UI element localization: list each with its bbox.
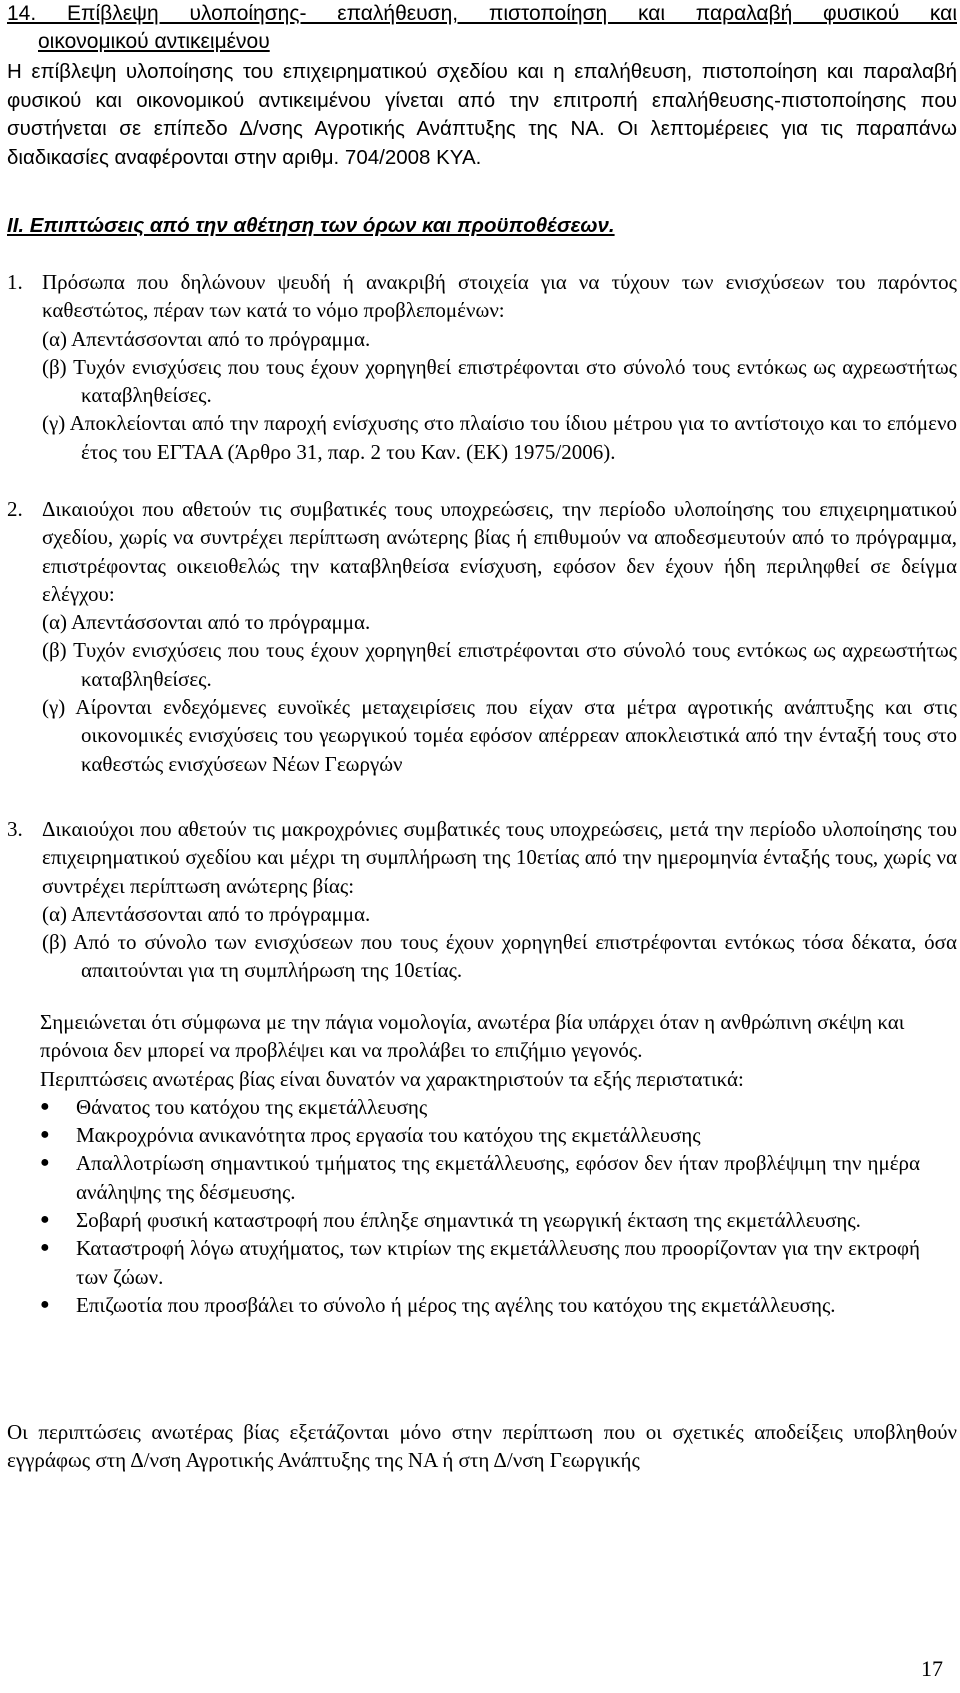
item-1-number: 1. (7, 270, 23, 294)
force-majeure-list (40, 1093, 920, 1319)
item-2-text: Δικαιούχοι που αθετούν τις συμβατικές τους υποχρεώσεις, την περίοδο υλοποίησης του επιχειρηματικού σχεδίου, χωρίς να συντρέχει περίπτωση ανώτερης βίας ή επιθυμούν να αποδεσμευτούν από το πρόγραμμα, επιστρέφοντας οικειοθελώς την καταβληθείσα ενίσχυση, εφόσον δεν έχουν ήδη περιληφθεί σε δείγμα ελέγχου: (42, 497, 957, 606)
item-1-sub-c: (γ) Αποκλείονται από την παροχή ενίσχυσης στο πλαίσιο του ίδιου μέτρου για το αντίστοιχο και το επόμενο έτος του ΕΓΤΑΑ (Άρθρο 31, παρ. 2 του Καν. (ΕΚ) 1975/2006). (42, 411, 957, 464)
item-1-sub-b: (β) Τυχόν ενισχύσεις που τους έχουν χορηγηθεί επιστρέφονται στο σύνολό τους εντόκως ως αχρεωστήτως καταβληθείσες. (42, 354, 957, 408)
item-3-sub-b: (β) Από το σύνολο των ενισχύσεων που τους έχουν χορηγηθεί επιστρέφονται εντόκως τόσα δέκατα, όσα απαιτούνται για τη συμπλήρωση της 10ετίας. (42, 930, 957, 983)
section-heading-line-2: οικονομικού αντικειμένου (38, 30, 270, 54)
intro-paragraph: Η επίβλεψη υλοποίησης του επιχειρηματικού σχεδίου και η επαλήθευση, πιστοποίηση και παραλαβή φυσικού και οικονομικού αντικειμένου γίνεται από την επιτροπή επαλήθευσης-πιστοποίησης που συστήνεται σε επίπεδο Δ/νσης Αγροτικής Ανάπτυξης της ΝΑ. Οι λεπτομέρειες για τις παραπάνω διαδικασίες αναφέρονται στην αριθμ. 704/2008 ΚΥΑ. (7, 60, 957, 169)
item-2 (7, 495, 957, 778)
item-2-number: 2. (7, 497, 23, 521)
item-2-sub-c: (γ) Αίρονται ενδεχόμενες ευνοϊκές μεταχειρίσεις που είχαν στα μέτρα αγροτικής ανάπτυξης και στις οικονομικές ενισχύσεις του γεωργικού τομέα εφόσον απέρρεαν αποκλειστικά από την ένταξή τους στο καθεστώς ενισχύσεων Νέων Γεωργών (42, 695, 957, 776)
page-number: 17 (921, 1656, 943, 1681)
item-3-text: Δικαιούχοι που αθετούν τις μακροχρόνιες συμβατικές τους υποχρεώσεις, μετά την περίοδο υλοποίησης του επιχειρηματικού σχεδίου και μέχρι τη συμπλήρωση της 10ετίας από την ημερομηνία ένταξής τους, χωρίς να συντρέχει περίπτωση ανώτερης βίας: (42, 817, 957, 898)
item-2-sub-a: (α) Απεντάσσονται από το πρόγραμμα. (42, 610, 371, 635)
item-2-sub-b: (β) Τυχόν ενισχύσεις που τους έχουν χορηγηθεί επιστρέφονται στο σύνολό τους εντόκως ως αχρεωστήτως καταβληθείσες. (42, 638, 957, 691)
item-1 (7, 268, 957, 466)
item-3 (7, 815, 957, 985)
section-heading (7, 0, 957, 57)
list-item: ● Απαλλοτρίωση σημαντικού τμήματος της εκμετάλλευσης, εφόσον δεν ήταν προβλέψιμη την ημέρα ανάληψης της δέσμευσης. (40, 1149, 920, 1206)
list-item: ● Μακροχρόνια ανικανότητα προς εργασία του κατόχου της εκμετάλλευσης (40, 1121, 920, 1149)
list-item: ● Σοβαρή φυσική καταστροφή που έπληξε σημαντικά τη γεωργική έκταση της εκμετάλλευσης. (40, 1206, 920, 1234)
section-heading-line-1: 14. Επίβλεψη υλοποίησης- επαλήθευση, πιστοποίηση και παραλαβή φυσικού και (7, 2, 957, 25)
list-item: ● Καταστροφή λόγω ατυχήματος, των κτιρίων της εκμετάλλευσης που προορίζονταν για την εκτροφή των ζώων. (40, 1234, 920, 1291)
list-item: ● Θάνατος του κατόχου της εκμετάλλευσης (40, 1093, 920, 1121)
item-3-number: 3. (7, 817, 23, 841)
note-paragraph-2: Περιπτώσεις ανωτέρας βίας είναι δυνατόν να χαρακτηριστούν τα εξής περιστατικά: (40, 1066, 744, 1091)
item-3-sub-a: (α) Απεντάσσονται από το πρόγραμμα. (42, 901, 371, 926)
item-1-text: Πρόσωπα που δηλώνουν ψευδή ή ανακριβή στοιχεία για να τύχουν των ενισχύσεων του παρόντος καθεστώτος, πέραν των κατά το νόμο προβλεπομένων: (42, 270, 957, 323)
force-majeure-note (40, 1008, 920, 1319)
item-1-sub-a: (α) Απεντάσσονται από το πρόγραμμα. (42, 326, 371, 351)
section-title: ΙΙ. Επιπτώσεις από την αθέτηση των όρων και προϋποθέσεων. (7, 214, 615, 237)
list-item: ● Επιζωοτία που προσβάλει το σύνολο ή μέρος της αγέλης του κατόχου της εκμετάλλευσης. (40, 1291, 920, 1319)
final-paragraph: Οι περιπτώσεις ανωτέρας βίας εξετάζονται μόνο στην περίπτωση που οι σχετικές αποδείξεις υποβληθούν εγγράφως στη Δ/νση Αγροτικής Ανάπτυξης της ΝΑ ή στη Δ/νση Γεωργικής (7, 1420, 957, 1473)
note-paragraph-1: Σημειώνεται ότι σύμφωνα με την πάγια νομολογία, ανωτέρα βία υπάρχει όταν η ανθρώπινη σκέψη και πρόνοια δεν μπορεί να προβλέψει και να προλάβει το επιζήμιο γεγονός. (40, 1010, 905, 1063)
